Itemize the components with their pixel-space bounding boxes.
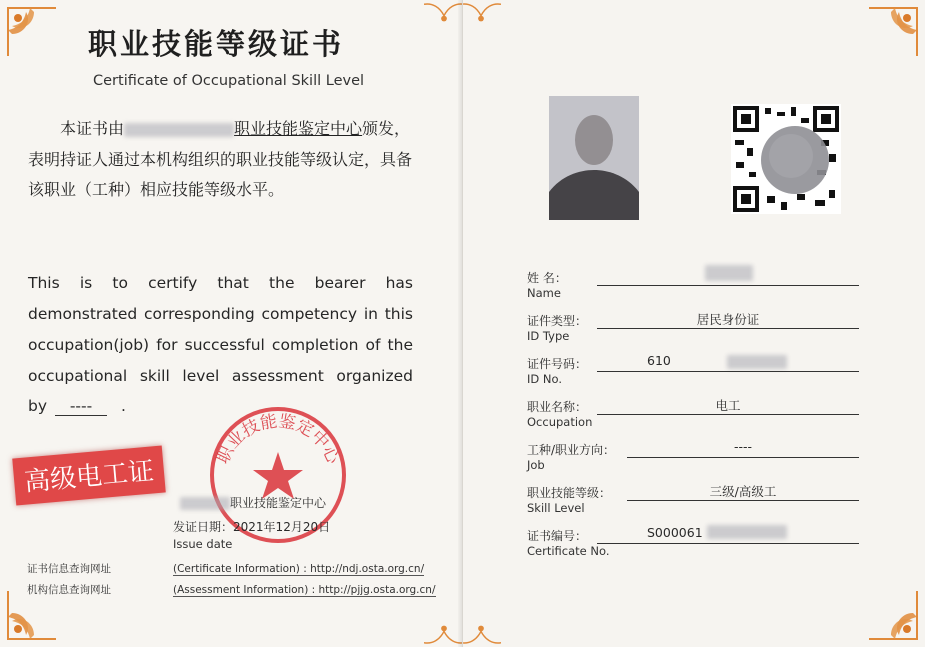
field-name	[527, 265, 867, 307]
field-certificate-no-value: S000061	[647, 525, 703, 540]
field-occupation-line	[597, 414, 859, 415]
seal-text: 职业技能鉴定中心	[212, 411, 344, 467]
by-label: by	[28, 397, 48, 415]
field-id-no-line	[597, 371, 859, 372]
by-end: .	[121, 397, 126, 415]
field-occupation-label-cn: 职业名称：	[527, 400, 588, 414]
field-id-type-label-cn: 证件类型：	[527, 314, 588, 328]
org-query-line	[27, 582, 436, 597]
field-occupation	[527, 394, 867, 436]
field-skill-level-value: 三级/高级工	[709, 484, 777, 499]
field-job	[527, 437, 867, 479]
statement-cn	[28, 114, 420, 206]
org-query-url: (Assessment Information) : http://pjjg.osta.org.cn/	[173, 584, 436, 596]
field-job-value: ----	[733, 439, 753, 454]
field-id-type-label-en: ID Type	[527, 329, 570, 343]
corner-ornament-icon	[463, 0, 501, 30]
cert-query-url: (Certificate Information) : http://ndj.osta.org.cn/	[173, 563, 425, 575]
field-job-label-cn: 工种/职业方向：	[527, 443, 616, 457]
issue-date	[173, 518, 330, 535]
corner-ornament-icon	[424, 617, 462, 647]
redacted-name	[705, 265, 753, 281]
statement-cn-body: 颁发，表明持证人通过本机构组织的职业技能等级认定，具备该职业（工种）相应技能等级水平。	[28, 119, 413, 199]
certificate-title-en: Certificate of Occupational Skill Level	[93, 73, 365, 89]
issue-date-value: 2021年12月20日	[233, 520, 331, 534]
field-id-type-value: 居民身份证	[696, 312, 760, 327]
field-id-type-line	[597, 328, 859, 329]
field-id-no-label-cn: 证件号码：	[527, 357, 588, 371]
field-id-no	[527, 351, 867, 393]
issue-date-en: Issue date	[173, 537, 233, 551]
field-skill-level-label-en: Skill Level	[527, 501, 585, 515]
issuer-suffix: 职业技能鉴定中心	[230, 496, 327, 510]
issue-date-label: 发证日期：	[173, 520, 234, 534]
corner-ornament-icon	[865, 587, 921, 643]
cert-query-label: 证书信息查询网址	[27, 563, 111, 575]
field-certificate-no-label-en: Certificate No.	[527, 544, 610, 558]
field-certificate-no-label-cn: 证书编号：	[527, 529, 588, 543]
issuer	[180, 494, 326, 511]
field-skill-level	[527, 480, 867, 522]
field-id-no-label-en: ID No.	[527, 372, 562, 386]
field-occupation-label-en: Occupation	[527, 415, 593, 429]
field-skill-level-line	[627, 500, 859, 501]
by-value: ----	[55, 397, 107, 416]
field-certificate-no-line	[597, 543, 859, 544]
photo-icon	[549, 96, 639, 220]
corner-ornament-icon	[463, 617, 501, 647]
statement-cn-prefix: 本证书由	[60, 119, 125, 138]
qr-code-icon	[731, 104, 841, 214]
certificate-title-cn: 职业技能等级证书	[88, 27, 345, 61]
redacted-org-name	[124, 123, 234, 137]
right-page	[463, 0, 925, 647]
seal-star-icon	[253, 452, 303, 499]
corner-ornament-icon	[424, 0, 462, 30]
field-certificate-no	[527, 523, 867, 565]
statement-en: This is to certify that the bearer has demonstrated corresponding competency in this occupation(job) for successful completion of the occupational skill level assessment organized	[28, 274, 413, 385]
corner-ornament-icon	[4, 4, 60, 60]
org-query-label: 机构信息查询网址	[27, 584, 111, 596]
issuing-organization	[124, 119, 362, 138]
redacted-id-no	[727, 355, 787, 369]
field-id-type	[527, 308, 867, 350]
field-name-label-en: Name	[527, 286, 561, 300]
redacted-certificate-no	[707, 525, 787, 539]
field-skill-level-label-cn: 职业技能等级：	[527, 486, 612, 500]
field-occupation-value: 电工	[715, 398, 741, 413]
field-job-line	[627, 457, 859, 458]
issuing-organization-suffix: 职业技能鉴定中心	[234, 119, 363, 138]
redacted-issuer-name	[180, 497, 230, 510]
cert-query-line	[27, 561, 424, 576]
organized-by-line	[28, 397, 126, 416]
left-page	[0, 0, 462, 647]
field-name-label-cn: 姓 名：	[527, 271, 567, 285]
stamp-label: 高级电工证	[12, 446, 166, 506]
corner-ornament-icon	[865, 4, 921, 60]
field-name-line	[597, 285, 859, 286]
field-id-no-value: 610	[647, 353, 671, 368]
field-job-label-en: Job	[527, 458, 545, 472]
